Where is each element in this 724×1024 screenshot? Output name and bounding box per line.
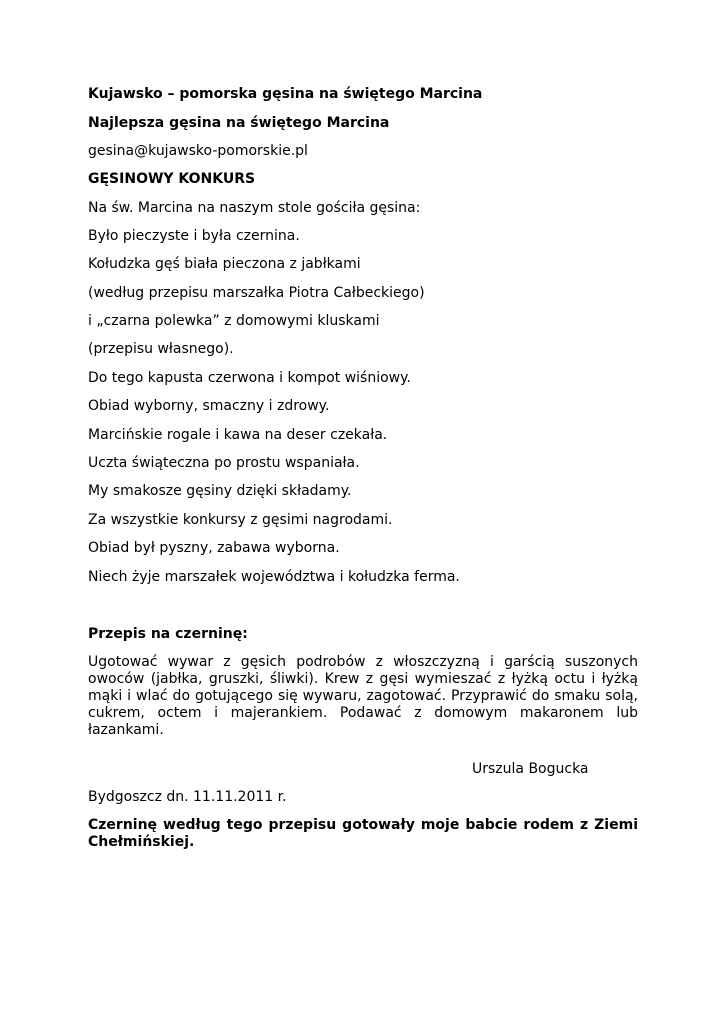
document-title: Kujawsko – pomorska gęsina na świętego Marcina — [88, 86, 483, 102]
contact-email: gesina@kujawsko-pomorskie.pl — [88, 143, 308, 159]
document-subtitle: Najlepsza gęsina na świętego Marcina — [88, 115, 390, 131]
closing-note: Czerninę według tego przepisu gotowały moje babcie rodem z Ziemi Chełmińskiej. — [88, 817, 638, 850]
poem-line: Marcińskie rogale i kawa na deser czekała. — [88, 427, 388, 443]
recipe-heading: Przepis na czerninę: — [88, 626, 248, 642]
poem-line: Niech żyje marszałek województwa i kołudzka ferma. — [88, 569, 460, 585]
poem-line: Za wszystkie konkursy z gęsimi nagrodami. — [88, 512, 393, 528]
poem-line: My smakosze gęsiny dzięki składamy. — [88, 483, 352, 499]
poem-line: Uczta świąteczna po prostu wspaniała. — [88, 455, 360, 471]
poem-line: i „czarna polewka” z domowymi kluskami — [88, 313, 380, 329]
poem-line: Obiad był pyszny, zabawa wyborna. — [88, 540, 340, 556]
poem-line: Kołudzka gęś biała pieczona z jabłkami — [88, 256, 361, 272]
contest-heading: GĘSINOWY KONKURS — [88, 171, 256, 187]
poem-line: Było pieczyste i była czernina. — [88, 228, 300, 244]
poem-line: Na św. Marcina na naszym stole gościła gęsina: — [88, 200, 421, 216]
author-signature: Urszula Bogucka — [472, 761, 589, 777]
poem-line: Do tego kapusta czerwona i kompot wiśniowy. — [88, 370, 411, 386]
poem-line: (według przepisu marszałka Piotra Całbeckiego) — [88, 285, 425, 301]
recipe-text: Ugotować wywar z gęsich podrobów z włoszczyzną i garścią suszonych owoców (jabłka, gruszki, śliwki). Krew z gęsi wymieszać z łyżką octu i łyżką mąki i wlać do gotującego się wywaru, zagotować. Przyprawić do smaku solą, cukrem, octem i majerankiem. Podawać z domowym makaronem lub łazankami. — [88, 654, 638, 738]
poem-line: Obiad wyborny, smaczny i zdrowy. — [88, 398, 330, 414]
place-date: Bydgoszcz dn. 11.11.2011 r. — [88, 789, 287, 805]
poem-line: (przepisu własnego). — [88, 341, 234, 357]
